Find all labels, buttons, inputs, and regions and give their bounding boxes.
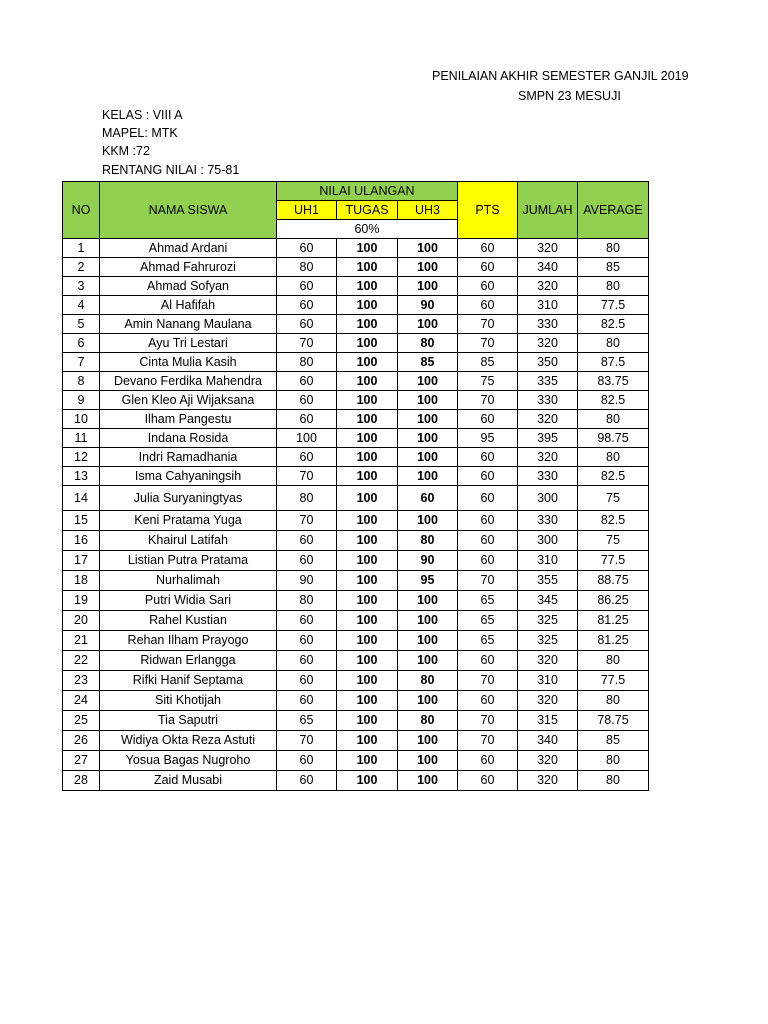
cell-jumlah: 330	[518, 391, 578, 410]
cell-pts: 85	[458, 353, 518, 372]
cell-nama: Indri Ramadhania	[100, 448, 277, 467]
cell-average: 87.5	[578, 353, 649, 372]
header-jumlah: JUMLAH	[518, 182, 578, 239]
cell-tugas: 100	[337, 651, 398, 671]
cell-tugas: 100	[337, 711, 398, 731]
cell-uh3: 100	[398, 591, 458, 611]
cell-nama: Al Hafifah	[100, 296, 277, 315]
cell-no: 13	[63, 467, 100, 486]
cell-nama: Widiya Okta Reza Astuti	[100, 731, 277, 751]
cell-no: 9	[63, 391, 100, 410]
cell-average: 80	[578, 691, 649, 711]
table-row	[63, 691, 649, 711]
cell-tugas: 100	[337, 315, 398, 334]
table-row	[63, 751, 649, 771]
cell-average: 77.5	[578, 551, 649, 571]
cell-tugas: 100	[337, 511, 398, 531]
cell-uh3: 100	[398, 611, 458, 631]
cell-uh3: 100	[398, 391, 458, 410]
cell-uh3: 95	[398, 571, 458, 591]
cell-jumlah: 300	[518, 531, 578, 551]
cell-jumlah: 340	[518, 258, 578, 277]
table-row	[63, 671, 649, 691]
cell-tugas: 100	[337, 353, 398, 372]
cell-average: 78.75	[578, 711, 649, 731]
grades-table	[62, 181, 649, 791]
table-row	[63, 353, 649, 372]
cell-uh3: 80	[398, 334, 458, 353]
cell-jumlah: 395	[518, 429, 578, 448]
cell-jumlah: 320	[518, 239, 578, 258]
cell-uh3: 100	[398, 467, 458, 486]
cell-average: 80	[578, 334, 649, 353]
table-row	[63, 258, 649, 277]
cell-no: 1	[63, 239, 100, 258]
cell-uh1: 60	[277, 631, 337, 651]
cell-uh1: 60	[277, 296, 337, 315]
cell-pts: 70	[458, 391, 518, 410]
cell-nama: Rehan Ilham Prayogo	[100, 631, 277, 651]
cell-uh1: 70	[277, 467, 337, 486]
school-name: SMPN 23 MESUJI	[518, 89, 621, 103]
table-row	[63, 631, 649, 651]
cell-jumlah: 320	[518, 410, 578, 429]
cell-pts: 70	[458, 711, 518, 731]
cell-average: 80	[578, 751, 649, 771]
cell-uh1: 100	[277, 429, 337, 448]
cell-no: 6	[63, 334, 100, 353]
cell-average: 80	[578, 448, 649, 467]
cell-tugas: 100	[337, 410, 398, 429]
cell-pts: 70	[458, 731, 518, 751]
cell-nama: Rifki Hanif Septama	[100, 671, 277, 691]
cell-no: 15	[63, 511, 100, 531]
cell-tugas: 100	[337, 258, 398, 277]
cell-pts: 75	[458, 372, 518, 391]
table-row	[63, 239, 649, 258]
cell-pts: 60	[458, 651, 518, 671]
cell-jumlah: 320	[518, 651, 578, 671]
cell-tugas: 100	[337, 551, 398, 571]
cell-average: 81.25	[578, 631, 649, 651]
cell-nama: Julia Suryaningtyas	[100, 486, 277, 511]
class-label: KELAS : VIII A	[102, 108, 183, 122]
cell-tugas: 100	[337, 448, 398, 467]
cell-uh1: 65	[277, 711, 337, 731]
cell-uh1: 60	[277, 391, 337, 410]
table-row	[63, 651, 649, 671]
table-row	[63, 410, 649, 429]
cell-pts: 60	[458, 551, 518, 571]
cell-average: 82.5	[578, 315, 649, 334]
kkm-label: KKM :72	[102, 144, 150, 158]
cell-uh1: 60	[277, 691, 337, 711]
cell-nama: Isma Cahyaningsih	[100, 467, 277, 486]
cell-jumlah: 350	[518, 353, 578, 372]
cell-uh3: 60	[398, 486, 458, 511]
cell-nama: Zaid Musabi	[100, 771, 277, 791]
cell-uh3: 100	[398, 277, 458, 296]
cell-pts: 60	[458, 486, 518, 511]
cell-average: 81.25	[578, 611, 649, 631]
cell-no: 26	[63, 731, 100, 751]
header-no: NO	[63, 182, 100, 239]
cell-nama: Ahmad Ardani	[100, 239, 277, 258]
cell-uh3: 100	[398, 691, 458, 711]
cell-jumlah: 320	[518, 277, 578, 296]
cell-nama: Ahmad Sofyan	[100, 277, 277, 296]
cell-jumlah: 320	[518, 448, 578, 467]
cell-pts: 60	[458, 531, 518, 551]
cell-no: 2	[63, 258, 100, 277]
cell-jumlah: 310	[518, 296, 578, 315]
cell-nama: Putri Widia Sari	[100, 591, 277, 611]
cell-jumlah: 320	[518, 334, 578, 353]
cell-uh3: 90	[398, 296, 458, 315]
table-row	[63, 771, 649, 791]
cell-uh1: 60	[277, 277, 337, 296]
cell-no: 25	[63, 711, 100, 731]
header-nilai-ulangan: NILAI ULANGAN	[277, 182, 458, 201]
cell-uh1: 60	[277, 751, 337, 771]
cell-uh1: 60	[277, 671, 337, 691]
cell-jumlah: 320	[518, 751, 578, 771]
cell-average: 82.5	[578, 467, 649, 486]
cell-average: 75	[578, 486, 649, 511]
cell-uh1: 60	[277, 551, 337, 571]
cell-average: 86.25	[578, 591, 649, 611]
cell-uh1: 70	[277, 334, 337, 353]
cell-jumlah: 345	[518, 591, 578, 611]
cell-nama: Ayu Tri Lestari	[100, 334, 277, 353]
table-row	[63, 486, 649, 511]
cell-pts: 65	[458, 591, 518, 611]
cell-jumlah: 300	[518, 486, 578, 511]
cell-jumlah: 325	[518, 611, 578, 631]
header-nama: NAMA SISWA	[100, 182, 277, 239]
table-row	[63, 372, 649, 391]
header-uh1: UH1	[277, 201, 337, 220]
cell-average: 82.5	[578, 391, 649, 410]
cell-nama: Amin Nanang Maulana	[100, 315, 277, 334]
cell-uh3: 100	[398, 771, 458, 791]
cell-pts: 70	[458, 571, 518, 591]
cell-tugas: 100	[337, 671, 398, 691]
cell-no: 16	[63, 531, 100, 551]
cell-pts: 60	[458, 277, 518, 296]
cell-no: 17	[63, 551, 100, 571]
cell-no: 21	[63, 631, 100, 651]
cell-tugas: 100	[337, 467, 398, 486]
cell-tugas: 100	[337, 372, 398, 391]
cell-pts: 70	[458, 334, 518, 353]
cell-average: 85	[578, 731, 649, 751]
cell-tugas: 100	[337, 691, 398, 711]
cell-tugas: 100	[337, 591, 398, 611]
cell-nama: Yosua Bagas Nugroho	[100, 751, 277, 771]
cell-average: 80	[578, 410, 649, 429]
cell-tugas: 100	[337, 391, 398, 410]
cell-no: 24	[63, 691, 100, 711]
cell-average: 77.5	[578, 671, 649, 691]
cell-pts: 60	[458, 448, 518, 467]
table-row	[63, 277, 649, 296]
cell-uh1: 60	[277, 448, 337, 467]
cell-jumlah: 320	[518, 771, 578, 791]
cell-no: 12	[63, 448, 100, 467]
cell-uh1: 60	[277, 372, 337, 391]
cell-tugas: 100	[337, 731, 398, 751]
cell-nama: Rahel Kustian	[100, 611, 277, 631]
cell-jumlah: 340	[518, 731, 578, 751]
cell-pts: 60	[458, 239, 518, 258]
cell-pts: 60	[458, 691, 518, 711]
cell-nama: Keni Pratama Yuga	[100, 511, 277, 531]
cell-no: 19	[63, 591, 100, 611]
cell-no: 20	[63, 611, 100, 631]
cell-no: 14	[63, 486, 100, 511]
cell-pts: 70	[458, 671, 518, 691]
cell-uh3: 90	[398, 551, 458, 571]
table-row	[63, 467, 649, 486]
table-row	[63, 551, 649, 571]
cell-pts: 60	[458, 771, 518, 791]
cell-jumlah: 330	[518, 315, 578, 334]
table-row	[63, 611, 649, 631]
table-row	[63, 429, 649, 448]
header-pts: PTS	[458, 182, 518, 239]
cell-uh1: 80	[277, 591, 337, 611]
cell-uh1: 60	[277, 239, 337, 258]
cell-jumlah: 330	[518, 511, 578, 531]
cell-pts: 60	[458, 467, 518, 486]
cell-average: 83.75	[578, 372, 649, 391]
cell-tugas: 100	[337, 771, 398, 791]
cell-nama: Devano Ferdika Mahendra	[100, 372, 277, 391]
cell-jumlah: 315	[518, 711, 578, 731]
cell-tugas: 100	[337, 296, 398, 315]
cell-no: 4	[63, 296, 100, 315]
cell-uh3: 85	[398, 353, 458, 372]
cell-pts: 60	[458, 258, 518, 277]
cell-nama: Khairul Latifah	[100, 531, 277, 551]
cell-uh1: 60	[277, 611, 337, 631]
table-row	[63, 296, 649, 315]
cell-uh1: 60	[277, 315, 337, 334]
cell-uh1: 60	[277, 531, 337, 551]
table-row	[63, 334, 649, 353]
cell-average: 75	[578, 531, 649, 551]
cell-uh3: 100	[398, 511, 458, 531]
cell-tugas: 100	[337, 611, 398, 631]
cell-uh1: 60	[277, 410, 337, 429]
cell-average: 80	[578, 771, 649, 791]
cell-no: 3	[63, 277, 100, 296]
cell-no: 28	[63, 771, 100, 791]
score-range-label: RENTANG NILAI : 75-81	[102, 163, 240, 177]
cell-uh1: 70	[277, 731, 337, 751]
cell-no: 27	[63, 751, 100, 771]
cell-tugas: 100	[337, 239, 398, 258]
cell-pts: 60	[458, 751, 518, 771]
cell-nama: Nurhalimah	[100, 571, 277, 591]
cell-tugas: 100	[337, 486, 398, 511]
cell-no: 23	[63, 671, 100, 691]
cell-nama: Tia Saputri	[100, 711, 277, 731]
cell-jumlah: 325	[518, 631, 578, 651]
cell-tugas: 100	[337, 334, 398, 353]
cell-pts: 60	[458, 511, 518, 531]
cell-average: 98.75	[578, 429, 649, 448]
cell-uh3: 100	[398, 651, 458, 671]
cell-uh3: 100	[398, 429, 458, 448]
table-row	[63, 315, 649, 334]
cell-nama: Listian Putra Pratama	[100, 551, 277, 571]
header-uh3: UH3	[398, 201, 458, 220]
cell-uh3: 100	[398, 448, 458, 467]
table-row	[63, 571, 649, 591]
cell-no: 10	[63, 410, 100, 429]
cell-tugas: 100	[337, 277, 398, 296]
cell-pts: 65	[458, 611, 518, 631]
cell-uh3: 100	[398, 751, 458, 771]
cell-pts: 60	[458, 410, 518, 429]
table-row	[63, 511, 649, 531]
cell-uh3: 100	[398, 258, 458, 277]
cell-uh3: 100	[398, 731, 458, 751]
cell-uh3: 100	[398, 631, 458, 651]
cell-nama: Ridwan Erlangga	[100, 651, 277, 671]
cell-nama: Siti Khotijah	[100, 691, 277, 711]
cell-uh3: 80	[398, 531, 458, 551]
cell-nama: Ahmad Fahrurozi	[100, 258, 277, 277]
cell-jumlah: 355	[518, 571, 578, 591]
cell-uh3: 100	[398, 315, 458, 334]
cell-average: 80	[578, 277, 649, 296]
cell-no: 22	[63, 651, 100, 671]
cell-nama: Cinta Mulia Kasih	[100, 353, 277, 372]
cell-average: 77.5	[578, 296, 649, 315]
cell-tugas: 100	[337, 571, 398, 591]
cell-nama: Ilham Pangestu	[100, 410, 277, 429]
cell-jumlah: 310	[518, 551, 578, 571]
table-row	[63, 731, 649, 751]
cell-no: 8	[63, 372, 100, 391]
cell-average: 88.75	[578, 571, 649, 591]
table-row	[63, 391, 649, 410]
cell-jumlah: 310	[518, 671, 578, 691]
cell-pts: 95	[458, 429, 518, 448]
cell-jumlah: 330	[518, 467, 578, 486]
cell-jumlah: 320	[518, 691, 578, 711]
cell-average: 82.5	[578, 511, 649, 531]
table-row	[63, 711, 649, 731]
cell-tugas: 100	[337, 751, 398, 771]
cell-no: 18	[63, 571, 100, 591]
cell-uh1: 80	[277, 258, 337, 277]
cell-nama: Indana Rosida	[100, 429, 277, 448]
cell-jumlah: 335	[518, 372, 578, 391]
cell-uh3: 100	[398, 372, 458, 391]
table-row	[63, 591, 649, 611]
cell-uh1: 70	[277, 511, 337, 531]
cell-tugas: 100	[337, 531, 398, 551]
header-tugas: TUGAS	[337, 201, 398, 220]
cell-tugas: 100	[337, 429, 398, 448]
sheet-title: PENILAIAN AKHIR SEMESTER GANJIL 2019	[432, 69, 689, 83]
cell-uh3: 100	[398, 239, 458, 258]
header-average: AVERAGE	[578, 182, 649, 239]
cell-tugas: 100	[337, 631, 398, 651]
cell-uh1: 80	[277, 353, 337, 372]
subject-label: MAPEL: MTK	[102, 126, 178, 140]
cell-average: 80	[578, 651, 649, 671]
cell-pts: 60	[458, 296, 518, 315]
cell-no: 5	[63, 315, 100, 334]
table-row	[63, 531, 649, 551]
cell-average: 85	[578, 258, 649, 277]
cell-pts: 70	[458, 315, 518, 334]
cell-uh1: 80	[277, 486, 337, 511]
cell-uh1: 60	[277, 651, 337, 671]
table-row	[63, 448, 649, 467]
cell-average: 80	[578, 239, 649, 258]
cell-uh1: 60	[277, 771, 337, 791]
cell-uh1: 90	[277, 571, 337, 591]
cell-pts: 65	[458, 631, 518, 651]
cell-nama: Glen Kleo Aji Wijaksana	[100, 391, 277, 410]
cell-uh3: 80	[398, 711, 458, 731]
cell-uh3: 100	[398, 410, 458, 429]
cell-no: 11	[63, 429, 100, 448]
cell-uh3: 80	[398, 671, 458, 691]
header-weight: 60%	[277, 220, 458, 239]
cell-no: 7	[63, 353, 100, 372]
